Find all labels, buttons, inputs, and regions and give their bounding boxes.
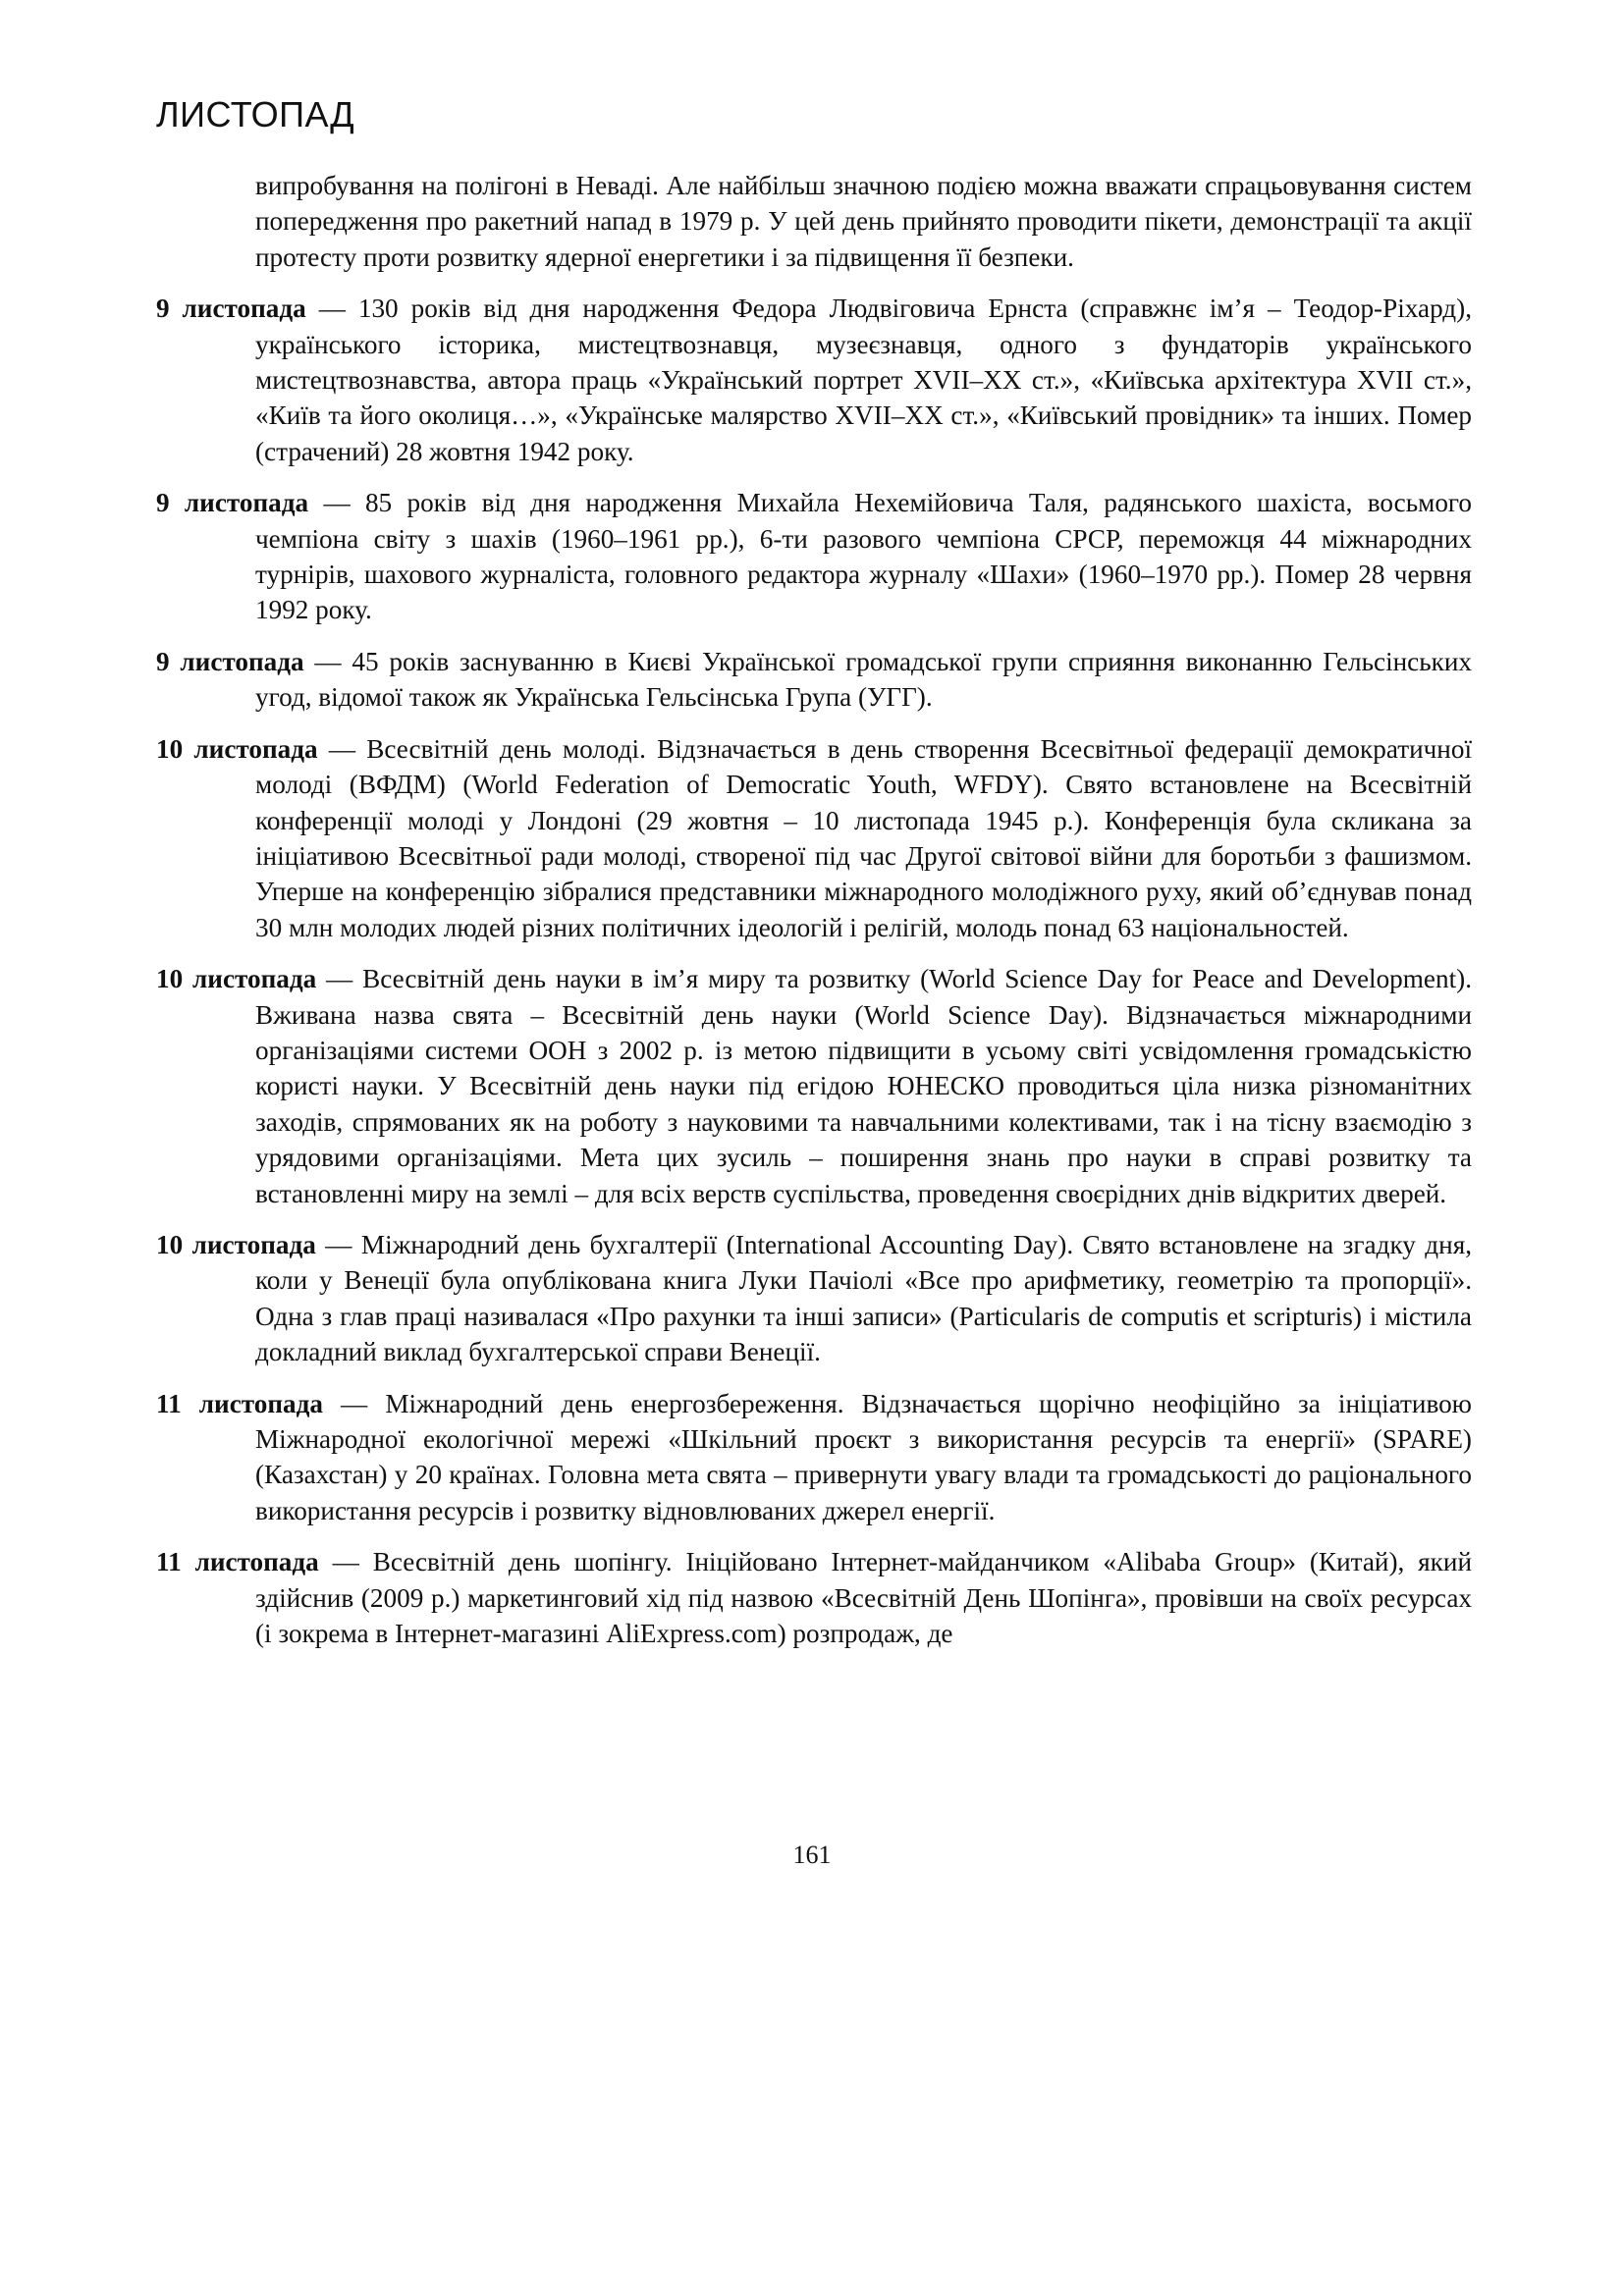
entry-date: 9 листопада: [156, 294, 306, 324]
entry: [156, 1544, 1472, 1651]
entry: [156, 1386, 1472, 1529]
entry-date: 9 листопада: [156, 488, 309, 518]
entry: [156, 291, 1472, 469]
entry-date: 10 листопада: [156, 964, 317, 994]
entry-date: 10 листопада: [156, 733, 318, 764]
entry-text: випробування на полігоні в Неваді. Але найбільш значною подією можна вважати спрацьовування систем попередження про ракетний напад в 1979 р. У цей день прийнято проводити пікети, демонстрації та акції протесту проти розвитку ядерної енергетики і за підвищення її безпеки.: [255, 171, 1472, 272]
entry-date: 10 листопада: [156, 1229, 316, 1259]
entry-text: — 85 років від дня народження Михайла Нехемійовича Таля, радянського шахіста, восьмого чемпіона світу з шахів (1960–1961 рр.), 6-ти разового чемпіона СРСР, переможця 44 міжнародних турнірів, шахового журналіста, головного редактора журналу «Шахи» (1960–1970 рр.). Помер 28 червня 1992 року.: [255, 488, 1472, 625]
entry-text: — Міжнародний день бухгалтерії (International Accounting Day). Свято встановлене на згадку дня, коли у Венеції була опублікована книга Луки Пачіолі «Все про арифметику, геометрію та пропорції». Одна з глав праці називалася «Про рахунки та інші записи» (Particularis de computis et scripturis) і містила докладний виклад бухгалтерської справи Венеції.: [255, 1229, 1472, 1367]
entry-continuation: [156, 168, 1472, 275]
entry-text: — Всесвітній день науки в ім’я миру та розвитку (World Science Day for Peace and Development). Вживана назва свята – Всесвітній день науки (World Science Day). Відзначається міжнародними організаціями системи ООН з 2002 р. із метою підвищити в усьому світі усвідомлення громадськістю користі науки. У Всесвітній день науки під егідою ЮНЕСКО проводиться ціла низка різноманітних заходів, спрямованих як на роботу з науковими та навчальними колективами, так і на тісну взаємодію з урядовими організаціями. Мета цих зусиль – поширення знань про науки в справі розвитку та встановленні миру на землі – для всіх верств суспільства, проведення своєрідних днів відкритих дверей.: [255, 964, 1472, 1208]
page-number: 161: [792, 1841, 832, 1869]
entry: [156, 485, 1472, 628]
entry: [156, 1227, 1472, 1370]
entry-text: — 45 років заснуванню в Києві Української громадської групи сприяння виконанню Гельсінських угод, відомої також як Українська Гельсінська Група (УГГ).: [255, 646, 1472, 713]
entry-text: — 130 років від дня народження Федора Людвіговича Ернста (справжнє ім’я – Теодор-Ріхард), українського історика, мистецтвознавця, музеєзнавця, одного з фундаторів українського мистецтвознавства, автора праць «Український портрет XVII–XX ст.», «Київська архітектура XVII ст.», «Київ та його околиця…», «Українське малярство XVII–XX ст.», «Київський провідник» та інших. Помер (страчений) 28 жовтня 1942 року.: [255, 294, 1472, 466]
entry-date: 11 листопада: [156, 1547, 319, 1577]
page-header-title: ЛИСТОПАД: [156, 94, 355, 134]
entries-list: [156, 168, 1472, 1667]
entry: [156, 961, 1472, 1211]
entry: [156, 644, 1472, 716]
entry-date: 9 листопада: [156, 646, 304, 676]
entry: [156, 731, 1472, 945]
entry-text: — Міжнародний день енергозбереження. Відзначається щорічно неофіційно за ініціативою Міжнародної екологічної мережі «Шкільний проєкт з використання ресурсів та енергії» (SPARE) (Казахстан) у 20 країнах. Головна мета свята – привернути увагу влади та громадськості до раціонального використання ресурсів і розвитку відновлюваних джерел енергії.: [255, 1388, 1472, 1525]
entry-date: 11 листопада: [156, 1388, 323, 1418]
entry-text: — Всесвітній день молоді. Відзначається в день створення Всесвітньої федерації демократичної молоді (ВФДМ) (World Federation of Democratic Youth, WFDY). Свято встановлене на Всесвітній конференції молоді у Лондоні (29 жовтня – 10 листопада 1945 р.). Конференція була скликана за ініціативою Всесвітньої ради молоді, створеної під час Другої світової війни для боротьби з фашизмом. Уперше на конференцію зібралися представники міжнародного молодіжного руху, який об’єднував понад 30 млн молодих людей різних політичних ідеологій і релігій, молодь понад 63 національностей.: [255, 733, 1472, 942]
entry-text: — Всесвітній день шопінгу. Ініційовано Інтернет-майданчиком «Alibaba Group» (Китай), який здійснив (2009 р.) маркетинговий хід під назвою «Всесвітній День Шопінга», провівши на своїх ресурсах (і зокрема в Інтернет-магазині AliExpress.com) розпродаж, де: [255, 1547, 1472, 1649]
